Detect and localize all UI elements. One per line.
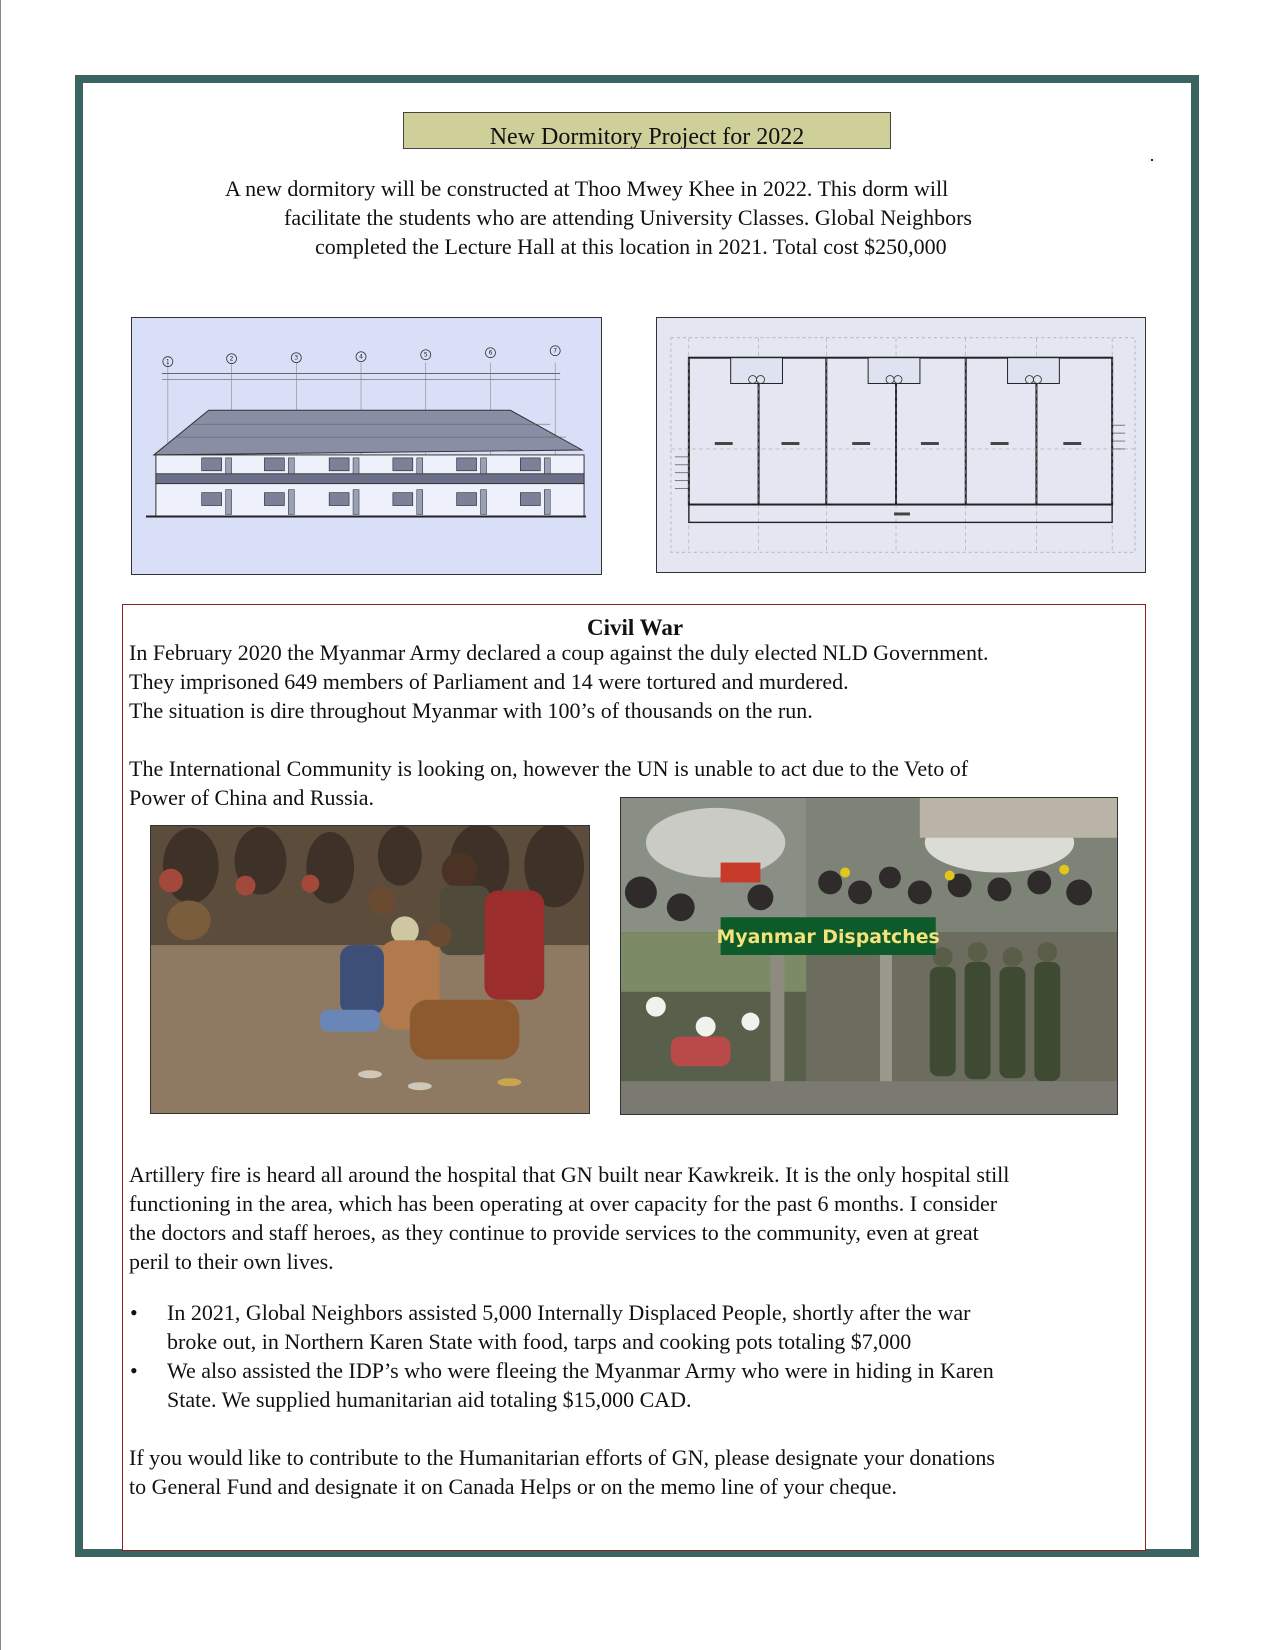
paragraph-line: In February 2020 the Myanmar Army declared a coup against the duly elected NLD Government. — [129, 640, 989, 665]
bullet-line: State. We supplied humanitarian aid totaling $15,000 CAD. — [167, 1387, 692, 1412]
page-left-rule — [0, 0, 1, 1650]
paragraph-line: If you would like to contribute to the Humanitarian efforts of GN, please designate your donations — [129, 1445, 995, 1470]
paragraph-line: The situation is dire throughout Myanmar with 100’s of thousands on the run. — [129, 698, 813, 723]
paragraph-line: functioning in the area, which has been operating at over capacity for the past 6 months. I consider — [129, 1191, 998, 1216]
dormitory-floor-plan — [656, 317, 1146, 573]
aid-bullet-list — [129, 1298, 1139, 1414]
paragraph-line: Power of China and Russia. — [129, 785, 375, 810]
bullet-line: • We also assisted the IDP’s who were fleeing the Myanmar Army who were in hiding in Karen — [167, 1358, 994, 1383]
dormitory-elevation-drawing — [131, 317, 602, 575]
grid-label: 1 — [165, 358, 170, 366]
bullet-line: broke out, in Northern Karen State with food, tarps and cooking pots totaling $7,000 — [167, 1329, 912, 1354]
refugees-photo — [150, 825, 590, 1114]
grid-label: 3 — [294, 354, 299, 362]
intro-line: completed the Lecture Hall at this location in 2021. Total cost $250,000 — [315, 234, 947, 259]
grid-label: 5 — [423, 351, 428, 359]
list-item — [129, 1298, 1139, 1356]
paragraph-line: The International Community is looking on, however the UN is unable to act due to the Veto of — [129, 756, 969, 781]
paragraph-line: peril to their own lives. — [129, 1249, 334, 1274]
paragraph-line: to General Fund and designate it on Canada Helps or on the memo line of your cheque. — [129, 1474, 897, 1499]
grid-label: 4 — [359, 353, 363, 361]
myanmar-dispatches-banner: Myanmar Dispatches — [716, 926, 940, 949]
dormitory-title: New Dormitory Project for 2022 — [403, 112, 891, 149]
list-item — [129, 1356, 1139, 1414]
civil-war-heading: Civil War — [586, 615, 684, 640]
stray-dot — [1151, 159, 1153, 161]
intro-line: A new dormitory will be constructed at Thoo Mwey Khee in 2022. This dorm will — [225, 176, 949, 201]
grid-label: 6 — [488, 349, 493, 357]
paragraph-line: Artillery fire is heard all around the hospital that GN built near Kawkreik. It is the only hospital still — [129, 1162, 1010, 1187]
paragraph-line: the doctors and staff heroes, as they continue to provide services to the community, even at great — [129, 1220, 979, 1245]
intro-line: facilitate the students who are attending University Classes. Global Neighbors — [284, 205, 972, 230]
dormitory-intro — [200, 174, 1080, 261]
grid-label: 2 — [229, 355, 234, 363]
bullet-line: • In 2021, Global Neighbors assisted 5,000 Internally Displaced People, shortly after the war — [167, 1300, 971, 1325]
grid-label: 7 — [553, 347, 558, 355]
coup-paragraph — [129, 638, 1139, 725]
hospital-paragraph — [129, 1160, 1139, 1276]
donation-paragraph — [129, 1443, 1139, 1501]
paragraph-line: They imprisoned 649 members of Parliament and 14 were tortured and murdered. — [129, 669, 849, 694]
protest-collage-photo — [620, 797, 1118, 1115]
